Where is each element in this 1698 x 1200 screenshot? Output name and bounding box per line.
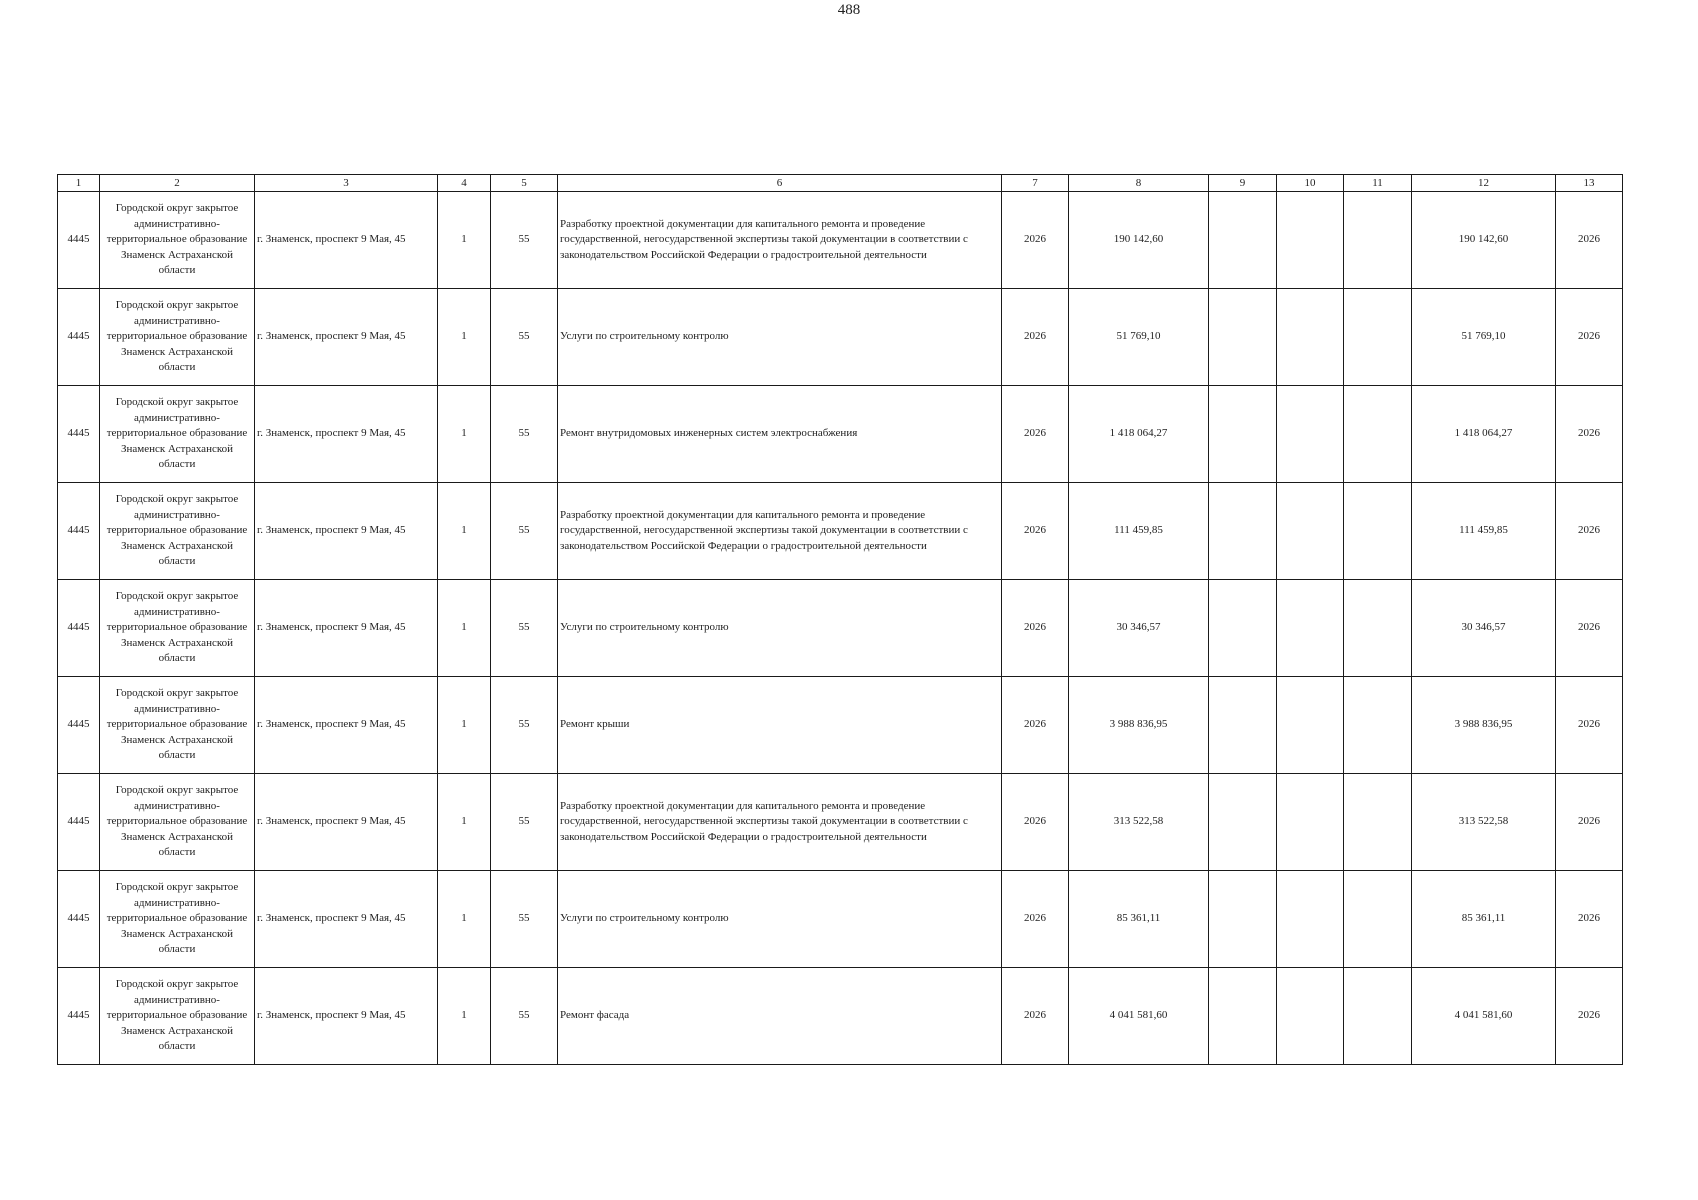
row-id-cell: 4445 (58, 192, 100, 289)
total-cost-cell: 4 041 581,60 (1069, 968, 1209, 1065)
completion-year-cell: 2026 (1556, 580, 1623, 677)
col9-cell (1209, 483, 1277, 580)
col11-cell (1344, 968, 1412, 1065)
row-id-cell: 4445 (58, 677, 100, 774)
total-cost-cell: 3 988 836,95 (1069, 677, 1209, 774)
col4-cell: 1 (438, 483, 491, 580)
fund-cost-cell: 85 361,11 (1412, 871, 1556, 968)
col11-cell (1344, 289, 1412, 386)
table-row (58, 192, 1623, 289)
total-cost-cell: 51 769,10 (1069, 289, 1209, 386)
col4-cell: 1 (438, 192, 491, 289)
col9-cell (1209, 192, 1277, 289)
col4-cell: 1 (438, 580, 491, 677)
col5-cell: 55 (491, 580, 558, 677)
col9-cell (1209, 580, 1277, 677)
fund-cost-cell: 190 142,60 (1412, 192, 1556, 289)
col10-cell (1277, 677, 1344, 774)
col11-cell (1344, 677, 1412, 774)
work-type-cell: Разработку проектной документации для капитального ремонта и проведение государственной, негосударственной экспертизы такой документации в соответствии с законодательством Российской Федерации о градостроительной деятельности (558, 483, 1002, 580)
col10-cell (1277, 774, 1344, 871)
fund-cost-cell: 1 418 064,27 (1412, 386, 1556, 483)
year-cell: 2026 (1002, 968, 1069, 1065)
col10-cell (1277, 483, 1344, 580)
col5-cell: 55 (491, 871, 558, 968)
completion-year-cell: 2026 (1556, 968, 1623, 1065)
col9-cell (1209, 968, 1277, 1065)
row-id-cell: 4445 (58, 580, 100, 677)
year-cell: 2026 (1002, 774, 1069, 871)
year-cell: 2026 (1002, 386, 1069, 483)
table-header (58, 175, 1623, 192)
municipality-cell: Городской округ закрытое административно-территориальное образование Знаменск Астраханской области (100, 483, 255, 580)
address-cell: г. Знаменск, проспект 9 Мая, 45 (255, 871, 438, 968)
col10-cell (1277, 386, 1344, 483)
col11-cell (1344, 192, 1412, 289)
column-header-12: 12 (1412, 175, 1556, 192)
work-type-cell: Разработку проектной документации для капитального ремонта и проведение государственной, негосударственной экспертизы такой документации в соответствии с законодательством Российской Федерации о градостроительной деятельности (558, 774, 1002, 871)
column-header-10: 10 (1277, 175, 1344, 192)
fund-cost-cell: 51 769,10 (1412, 289, 1556, 386)
col11-cell (1344, 483, 1412, 580)
fund-cost-cell: 313 522,58 (1412, 774, 1556, 871)
col10-cell (1277, 289, 1344, 386)
table-row (58, 289, 1623, 386)
address-cell: г. Знаменск, проспект 9 Мая, 45 (255, 774, 438, 871)
work-type-cell: Услуги по строительному контролю (558, 289, 1002, 386)
municipality-cell: Городской округ закрытое административно-территориальное образование Знаменск Астраханской области (100, 386, 255, 483)
col5-cell: 55 (491, 289, 558, 386)
col4-cell: 1 (438, 774, 491, 871)
fund-cost-cell: 111 459,85 (1412, 483, 1556, 580)
row-id-cell: 4445 (58, 386, 100, 483)
column-header-8: 8 (1069, 175, 1209, 192)
row-id-cell: 4445 (58, 968, 100, 1065)
col4-cell: 1 (438, 968, 491, 1065)
fund-cost-cell: 4 041 581,60 (1412, 968, 1556, 1065)
completion-year-cell: 2026 (1556, 677, 1623, 774)
address-cell: г. Знаменск, проспект 9 Мая, 45 (255, 483, 438, 580)
table-row (58, 580, 1623, 677)
column-header-6: 6 (558, 175, 1002, 192)
total-cost-cell: 85 361,11 (1069, 871, 1209, 968)
row-id-cell: 4445 (58, 483, 100, 580)
year-cell: 2026 (1002, 192, 1069, 289)
col10-cell (1277, 192, 1344, 289)
col5-cell: 55 (491, 192, 558, 289)
municipality-cell: Городской округ закрытое административно-территориальное образование Знаменск Астраханской области (100, 192, 255, 289)
year-cell: 2026 (1002, 871, 1069, 968)
municipality-cell: Городской округ закрытое административно-территориальное образование Знаменск Астраханской области (100, 289, 255, 386)
col9-cell (1209, 289, 1277, 386)
year-cell: 2026 (1002, 289, 1069, 386)
completion-year-cell: 2026 (1556, 774, 1623, 871)
completion-year-cell: 2026 (1556, 192, 1623, 289)
col10-cell (1277, 968, 1344, 1065)
year-cell: 2026 (1002, 483, 1069, 580)
work-type-cell: Услуги по строительному контролю (558, 871, 1002, 968)
column-header-4: 4 (438, 175, 491, 192)
address-cell: г. Знаменск, проспект 9 Мая, 45 (255, 580, 438, 677)
header-row (58, 175, 1623, 192)
col4-cell: 1 (438, 289, 491, 386)
total-cost-cell: 190 142,60 (1069, 192, 1209, 289)
col5-cell: 55 (491, 677, 558, 774)
fund-cost-cell: 30 346,57 (1412, 580, 1556, 677)
row-id-cell: 4445 (58, 774, 100, 871)
work-type-cell: Ремонт фасада (558, 968, 1002, 1065)
work-type-cell: Разработку проектной документации для капитального ремонта и проведение государственной, негосударственной экспертизы такой документации в соответствии с законодательством Российской Федерации о градостроительной деятельности (558, 192, 1002, 289)
column-header-7: 7 (1002, 175, 1069, 192)
address-cell: г. Знаменск, проспект 9 Мая, 45 (255, 192, 438, 289)
col5-cell: 55 (491, 968, 558, 1065)
address-cell: г. Знаменск, проспект 9 Мая, 45 (255, 677, 438, 774)
year-cell: 2026 (1002, 677, 1069, 774)
column-header-11: 11 (1344, 175, 1412, 192)
address-cell: г. Знаменск, проспект 9 Мая, 45 (255, 968, 438, 1065)
total-cost-cell: 1 418 064,27 (1069, 386, 1209, 483)
column-header-1: 1 (58, 175, 100, 192)
municipality-cell: Городской округ закрытое административно-территориальное образование Знаменск Астраханской области (100, 871, 255, 968)
col5-cell: 55 (491, 483, 558, 580)
year-cell: 2026 (1002, 580, 1069, 677)
row-id-cell: 4445 (58, 289, 100, 386)
completion-year-cell: 2026 (1556, 483, 1623, 580)
col4-cell: 1 (438, 386, 491, 483)
col10-cell (1277, 871, 1344, 968)
fund-cost-cell: 3 988 836,95 (1412, 677, 1556, 774)
table-row (58, 483, 1623, 580)
col9-cell (1209, 386, 1277, 483)
column-header-3: 3 (255, 175, 438, 192)
address-cell: г. Знаменск, проспект 9 Мая, 45 (255, 386, 438, 483)
municipality-cell: Городской округ закрытое административно-территориальное образование Знаменск Астраханской области (100, 677, 255, 774)
total-cost-cell: 111 459,85 (1069, 483, 1209, 580)
table-row (58, 774, 1623, 871)
row-id-cell: 4445 (58, 871, 100, 968)
col10-cell (1277, 580, 1344, 677)
municipality-cell: Городской округ закрытое административно-территориальное образование Знаменск Астраханской области (100, 968, 255, 1065)
col9-cell (1209, 871, 1277, 968)
table-body (58, 192, 1623, 1065)
municipality-cell: Городской округ закрытое административно-территориальное образование Знаменск Астраханской области (100, 580, 255, 677)
col4-cell: 1 (438, 677, 491, 774)
column-header-2: 2 (100, 175, 255, 192)
completion-year-cell: 2026 (1556, 871, 1623, 968)
col4-cell: 1 (438, 871, 491, 968)
work-type-cell: Ремонт внутридомовых инженерных систем электроснабжения (558, 386, 1002, 483)
col11-cell (1344, 386, 1412, 483)
col11-cell (1344, 580, 1412, 677)
municipality-cell: Городской округ закрытое административно-территориальное образование Знаменск Астраханской области (100, 774, 255, 871)
completion-year-cell: 2026 (1556, 386, 1623, 483)
col11-cell (1344, 871, 1412, 968)
page-number: 488 (837, 2, 861, 18)
table-row (58, 968, 1623, 1065)
table-row (58, 871, 1623, 968)
total-cost-cell: 30 346,57 (1069, 580, 1209, 677)
capital-repair-table (57, 174, 1623, 1065)
column-header-5: 5 (491, 175, 558, 192)
col11-cell (1344, 774, 1412, 871)
total-cost-cell: 313 522,58 (1069, 774, 1209, 871)
col5-cell: 55 (491, 774, 558, 871)
col9-cell (1209, 677, 1277, 774)
column-header-13: 13 (1556, 175, 1623, 192)
col5-cell: 55 (491, 386, 558, 483)
col9-cell (1209, 774, 1277, 871)
work-type-cell: Ремонт крыши (558, 677, 1002, 774)
address-cell: г. Знаменск, проспект 9 Мая, 45 (255, 289, 438, 386)
column-header-9: 9 (1209, 175, 1277, 192)
completion-year-cell: 2026 (1556, 289, 1623, 386)
table-row (58, 677, 1623, 774)
work-type-cell: Услуги по строительному контролю (558, 580, 1002, 677)
table-row (58, 386, 1623, 483)
